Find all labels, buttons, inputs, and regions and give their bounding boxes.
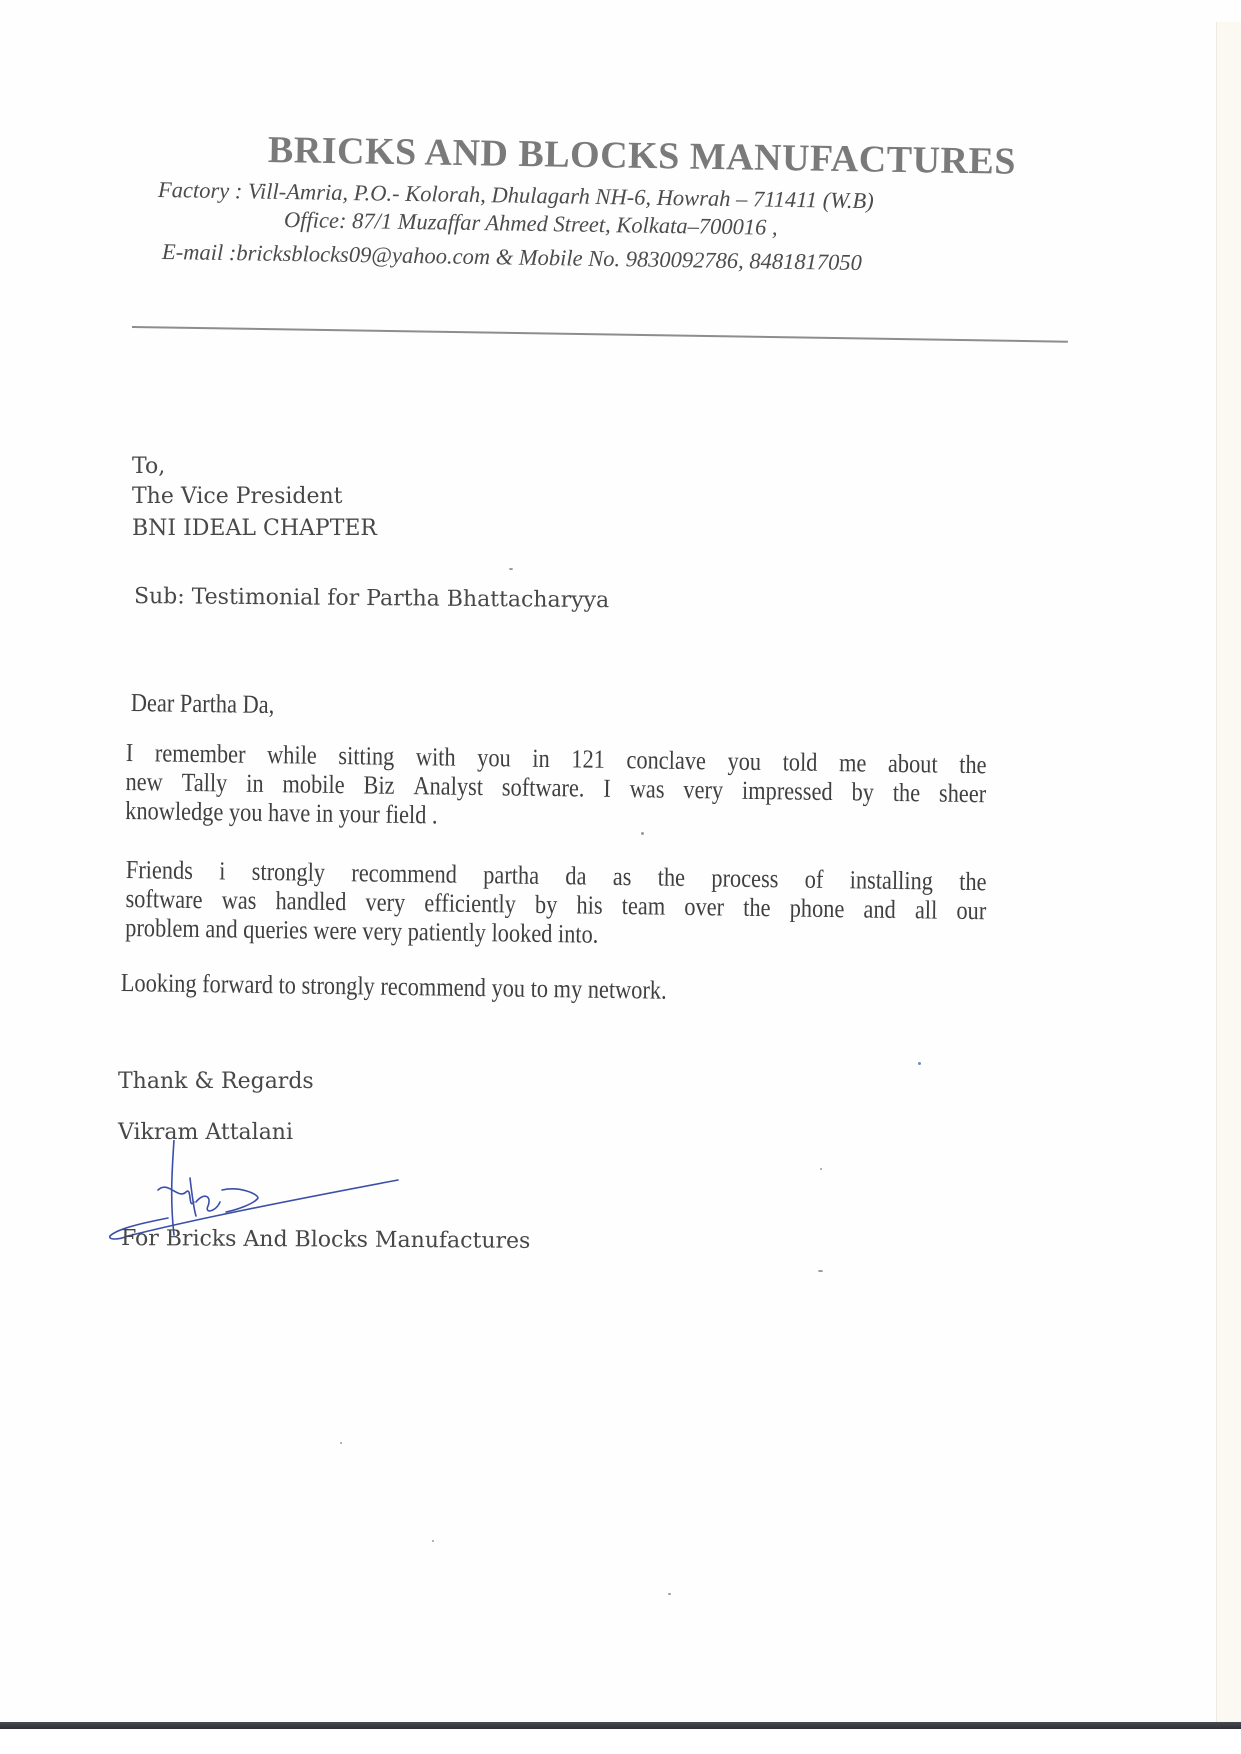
scan-speck xyxy=(918,1062,921,1065)
paragraph-2 xyxy=(125,855,987,954)
word: Biz xyxy=(363,770,395,800)
word: over xyxy=(684,891,725,922)
word: I xyxy=(125,738,134,768)
contact-line: E-mail :bricksblocks09@yahoo.com & Mobile No. 9830092786, 8481817050 xyxy=(161,239,863,275)
word: very xyxy=(683,774,724,805)
word: Friends xyxy=(125,855,194,885)
word: mobile xyxy=(282,769,345,800)
word: was xyxy=(629,774,665,804)
word: the xyxy=(959,866,987,897)
word: very xyxy=(365,887,406,917)
word: as xyxy=(612,861,632,892)
paragraph-last-line: knowledge you have in your field . xyxy=(125,795,438,830)
word: 121 xyxy=(571,744,606,774)
word: new xyxy=(125,766,163,797)
paragraph-1 xyxy=(125,738,987,837)
word: sitting xyxy=(338,741,395,771)
scan-speck xyxy=(432,1540,434,1542)
word: and xyxy=(863,894,896,924)
word: about xyxy=(887,748,938,779)
word: while xyxy=(266,740,317,770)
word: told xyxy=(782,747,818,777)
scan-speck xyxy=(818,1270,823,1272)
word: I xyxy=(603,773,611,803)
recipient-to: To, xyxy=(132,454,166,479)
on-behalf-of-company: For Bricks And Blocks Manufactures xyxy=(120,1226,531,1254)
word: installing xyxy=(849,865,934,896)
word: software. xyxy=(501,772,585,803)
word: of xyxy=(804,864,824,894)
word: in xyxy=(532,743,550,774)
word: the xyxy=(657,862,686,892)
paragraph-last-line: Looking forward to strongly recommend you to my network. xyxy=(120,968,667,1005)
word: the xyxy=(743,892,771,923)
word: da xyxy=(565,861,587,891)
office-address: Office: 87/1 Muzaffar Ahmed Street, Kolkata–700016 , xyxy=(283,207,778,240)
subject-line: Sub: Testimonial for Partha Bhattacharyya xyxy=(133,584,610,614)
word: was xyxy=(221,885,257,915)
word: software xyxy=(125,883,203,915)
scan-speck xyxy=(820,1168,822,1170)
word: recommend xyxy=(351,858,458,889)
word: the xyxy=(892,777,921,808)
sign-off: Thank & Regards xyxy=(118,1069,314,1094)
word: the xyxy=(959,749,987,780)
word: with xyxy=(415,742,456,772)
bottom-margin xyxy=(0,1729,1241,1754)
signature-strokes xyxy=(110,1140,398,1239)
scanner-edge-bar xyxy=(0,1722,1241,1729)
word: by xyxy=(534,889,558,920)
scan-speck xyxy=(509,568,513,570)
scan-speck xyxy=(668,1593,671,1595)
word: Analyst xyxy=(413,771,484,802)
word: his xyxy=(576,890,603,920)
word: by xyxy=(851,777,875,807)
word: partha xyxy=(483,860,540,890)
company-name: BRICKS AND BLOCKS MANUFACTURES xyxy=(267,129,1017,183)
word: efficiently xyxy=(424,888,517,919)
word: impressed xyxy=(741,775,833,807)
factory-address: Factory : Vill-Amria, P.O.- Kolorah, Dhulagarh NH-6, Howrah – 711411 (W.B) xyxy=(157,177,874,214)
word: Tally xyxy=(181,767,228,798)
word: all xyxy=(914,895,938,925)
word: team xyxy=(621,891,666,921)
word: our xyxy=(956,895,987,926)
word: you xyxy=(477,742,511,773)
recipient-title: The Vice President xyxy=(132,484,343,509)
word: sheer xyxy=(938,778,987,809)
salutation: Dear Partha Da, xyxy=(130,688,275,720)
word: remember xyxy=(154,738,246,769)
word: phone xyxy=(789,893,845,924)
paragraph-last-line: problem and queries were very patiently looked into. xyxy=(125,912,599,949)
word: handled xyxy=(275,886,347,917)
word: strongly xyxy=(251,856,326,887)
word: me xyxy=(838,748,867,778)
signer-name: Vikram Attalani xyxy=(118,1120,294,1145)
word: conclave xyxy=(626,745,707,776)
recipient-organization: BNI IDEAL CHAPTER xyxy=(132,516,377,541)
word: you xyxy=(727,746,762,777)
word: process xyxy=(711,863,779,894)
scan-speck xyxy=(340,1442,342,1444)
page-edge-strip xyxy=(1216,22,1241,1722)
word: i xyxy=(219,856,226,886)
word: in xyxy=(246,768,264,798)
scan-speck xyxy=(641,832,644,835)
